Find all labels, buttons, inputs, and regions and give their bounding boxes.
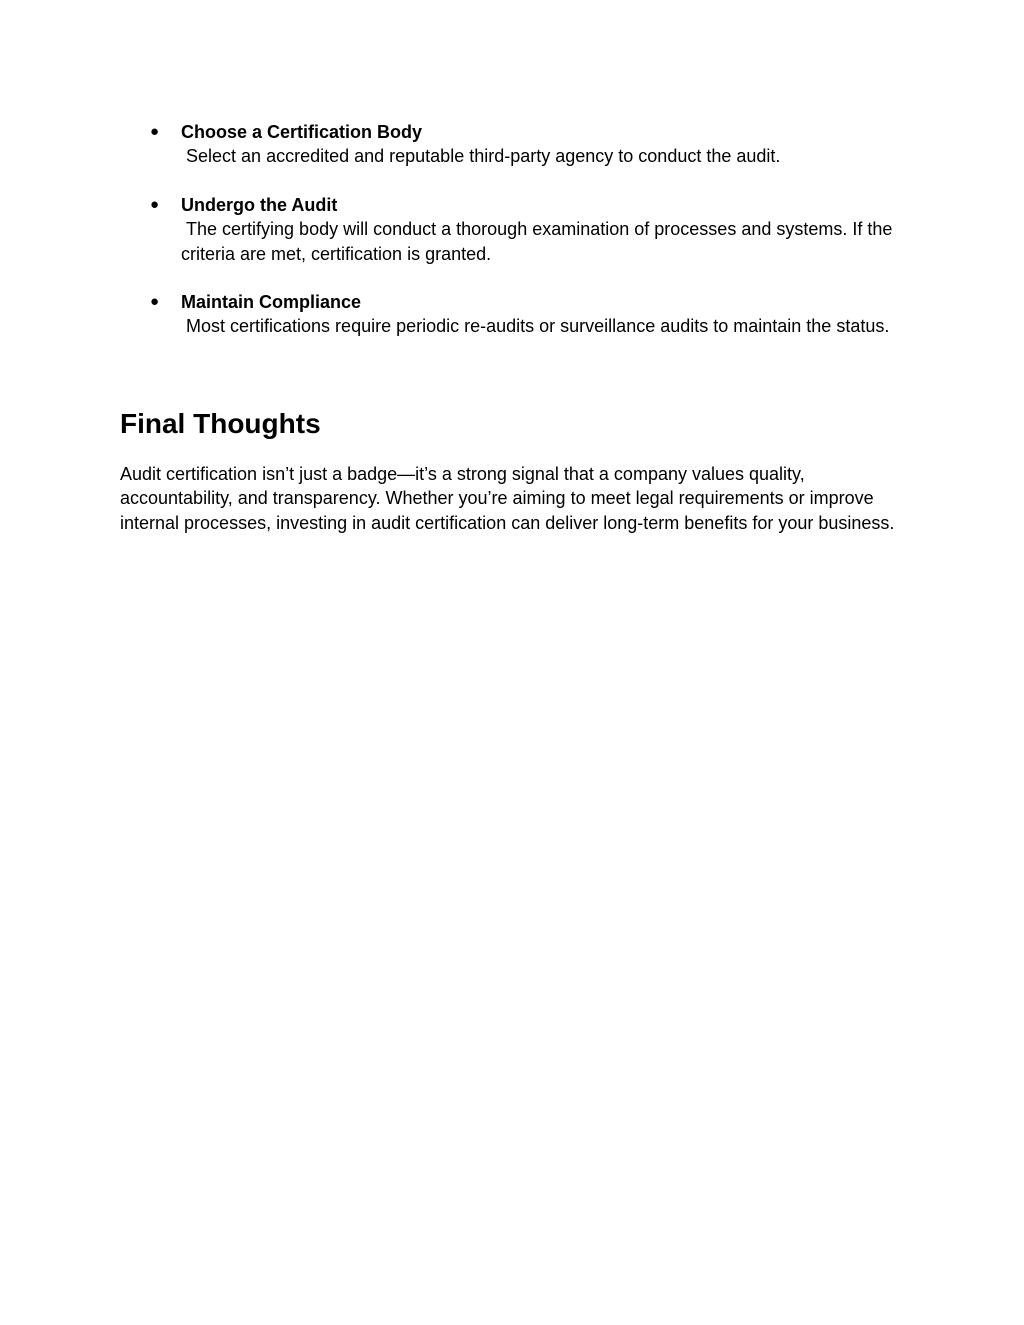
bullet-icon: ● bbox=[150, 123, 160, 140]
certification-steps-list bbox=[150, 120, 910, 363]
list-item bbox=[150, 120, 910, 169]
step-title: Maintain Compliance bbox=[181, 292, 362, 313]
final-thoughts-paragraph: Audit certification isn’t just a badge—it’s a strong signal that a company values quality, accountability, and transparency. Whether you’re aiming to meet legal requirements or improve internal processes, investing in audit certification can deliver long-term benefits for your business. bbox=[120, 464, 895, 533]
list-item bbox=[150, 193, 910, 266]
step-description: Most certifications require periodic re-audits or surveillance audits to maintain the status. bbox=[181, 316, 890, 337]
bullet-icon: ● bbox=[150, 195, 160, 213]
step-description: The certifying body will conduct a thorough examination of processes and systems. If the criteria are met, certification is granted. bbox=[181, 219, 898, 264]
step-title: Choose a Certification Body bbox=[181, 122, 423, 142]
list-item bbox=[150, 290, 910, 339]
final-thoughts-heading: Final Thoughts bbox=[120, 408, 321, 439]
step-title: Undergo the Audit bbox=[181, 194, 338, 215]
step-description: Select an accredited and reputable third-party agency to conduct the audit. bbox=[181, 146, 781, 167]
bullet-icon: ● bbox=[150, 293, 160, 311]
